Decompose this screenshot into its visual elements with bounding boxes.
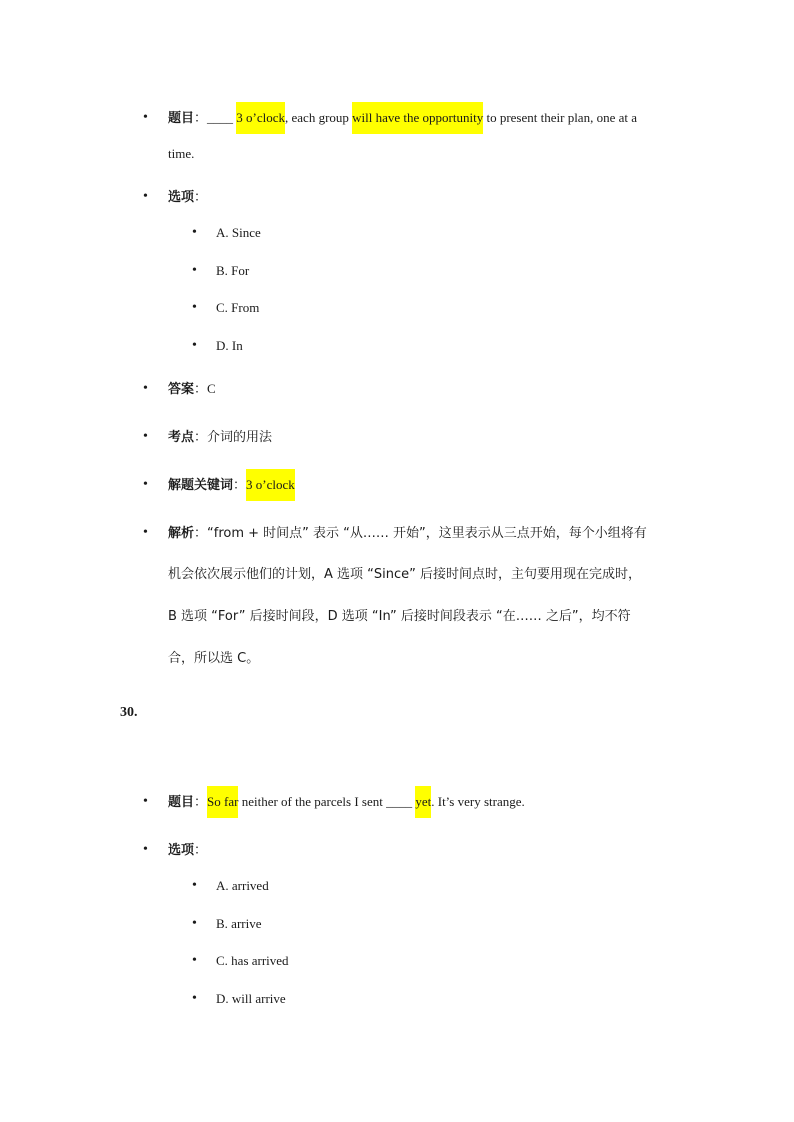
highlight-text: 3 o’clock: [236, 102, 285, 134]
analysis-label: 解析: [168, 526, 195, 541]
bullet: •: [143, 110, 148, 125]
highlight-text: will have the opportunity: [352, 102, 483, 134]
highlight-text: yet: [415, 786, 431, 818]
highlight-text: 3 o’clock: [246, 469, 295, 501]
question-label: 题目: [168, 111, 195, 126]
options-label: 选项: [168, 843, 195, 858]
options-label: 选项: [168, 190, 195, 205]
keyword-label: 解题关键词: [168, 478, 234, 493]
highlight-text: So far: [207, 786, 238, 818]
question-label: 题目: [168, 795, 195, 810]
answer-label: 答案: [168, 382, 195, 397]
point-label: 考点: [168, 430, 195, 445]
question-number: 30.: [120, 705, 138, 720]
answer-value: C: [207, 381, 216, 396]
